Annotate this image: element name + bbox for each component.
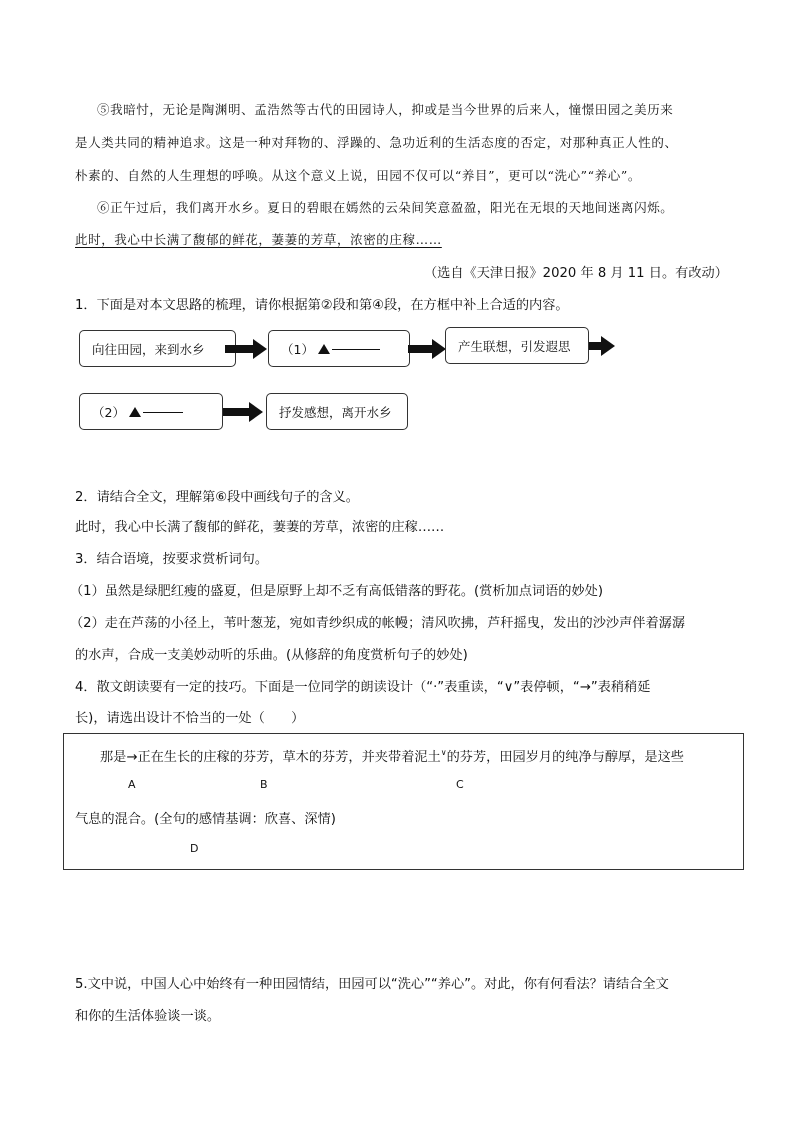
q3-item-2-line2: 的水声，合成一支美妙动听的乐曲。(从修辞的角度赏析句子的妙处) bbox=[75, 648, 468, 663]
answer-blank-1[interactable] bbox=[332, 348, 380, 350]
flow-box-5-text: 抒发感想，离开水乡 bbox=[279, 404, 392, 420]
flow-arrow-1 bbox=[225, 339, 269, 359]
pause-mark-icon: ∨ bbox=[440, 748, 447, 757]
q4-prompt-line2: 长)，请选出设计不恰当的一处（ ） bbox=[75, 711, 305, 726]
flow-box-2 bbox=[268, 330, 410, 367]
passage-p6-underlined-sentence: 此时，我心中长满了馥郁的鲜花，萋萋的芳草，浓密的庄稼…… bbox=[75, 232, 442, 247]
flow-arrow-4 bbox=[223, 402, 267, 422]
option-label-b: B bbox=[260, 778, 268, 791]
option-label-a: A bbox=[128, 778, 136, 791]
answer-blank-2[interactable] bbox=[143, 411, 183, 413]
triangle-icon bbox=[129, 407, 141, 417]
flow-box-2-number: （1） bbox=[281, 341, 314, 357]
reading-design-segment-3: 的芬芳，田园岁月的纯净与醇厚，是这些 bbox=[446, 750, 684, 765]
q2-prompt: 2．请结合全文，理解第⑥段中画线句子的含义。 bbox=[75, 490, 359, 505]
q2-sentence: 此时，我心中长满了馥郁的鲜花，萋萋的芳草，浓密的庄稼…… bbox=[75, 520, 445, 535]
q1-prompt: 1．下面是对本文思路的梳理，请你根据第②段和第④段，在方框中补上合适的内容。 bbox=[75, 298, 569, 313]
passage-source: （选自《天津日报》2020 年 8 月 11 日。有改动） bbox=[424, 266, 728, 281]
q4-prompt-line1: 4．散文朗读要有一定的技巧。下面是一位同学的朗读设计（“·”表重读，“∨”表停顿，“→”表稍稍延 bbox=[75, 680, 651, 695]
passage-p5-line2: 是人类共同的精神追求。这是一种对拜物的、浮躁的、急功近利的生活态度的否定，对那种真正人性的、 bbox=[75, 135, 678, 150]
reading-design-segment-2: 正在生长的庄稼的芬芳，草木的芬芳，并夹带着泥土 bbox=[137, 750, 441, 765]
flow-arrow-2 bbox=[408, 339, 448, 359]
reading-design-line2: 气息的混合。(全句的感情基调：欣喜、深情) bbox=[75, 812, 336, 827]
option-label-c: C bbox=[456, 778, 464, 791]
option-label-d: D bbox=[190, 842, 199, 855]
arrow-mark-icon: → bbox=[126, 750, 138, 765]
flow-box-4 bbox=[79, 393, 223, 430]
passage-p5-line3: 朴素的、自然的人生理想的呼唤。从这个意义上说，田园不仅可以“养目”，更可以“洗心”“养心”。 bbox=[75, 168, 641, 183]
flow-box-3 bbox=[445, 327, 589, 364]
reading-design-segment-1: 那是 bbox=[100, 750, 127, 765]
q3-prompt: 3．结合语境，按要求赏析词句。 bbox=[75, 552, 269, 567]
triangle-icon bbox=[318, 344, 330, 354]
passage-p6-line1: ⑥正午过后，我们离开水乡。夏日的碧眼在嫣然的云朵间笑意盈盈，阳光在无垠的天地间迷离闪烁。 bbox=[97, 200, 674, 215]
flow-box-4-number: （2） bbox=[92, 404, 125, 420]
flow-box-1 bbox=[79, 330, 236, 367]
flow-box-1-text: 向往田园，来到水乡 bbox=[92, 341, 205, 357]
q5-prompt-line1: 5.文中说，中国人心中始终有一种田园情结，田园可以“洗心”“养心”。对此，你有何看法？请结合全文 bbox=[75, 977, 669, 992]
flow-arrow-3 bbox=[589, 336, 617, 356]
q3-item-1: （1）虽然是绿肥红瘦的盛夏，但是原野上却不乏有高低错落的野花。(赏析加点词语的妙处) bbox=[70, 584, 603, 599]
passage-p5-line1: ⑤我暗忖，无论是陶渊明、孟浩然等古代的田园诗人，抑或是当今世界的后来人，憧憬田园之美历来 bbox=[97, 102, 674, 117]
q5-prompt-line2: 和你的生活体验谈一谈。 bbox=[75, 1009, 221, 1024]
q3-item-2-line1: （2）走在芦荡的小径上，苇叶葱茏，宛如青纱织成的帐幔；清风吹拂，芦秆摇曳，发出的沙沙声伴着潺潺 bbox=[70, 616, 686, 631]
reading-design-line1 bbox=[100, 746, 684, 765]
flow-box-3-text: 产生联想，引发遐思 bbox=[458, 338, 571, 354]
flow-box-5 bbox=[266, 393, 408, 430]
